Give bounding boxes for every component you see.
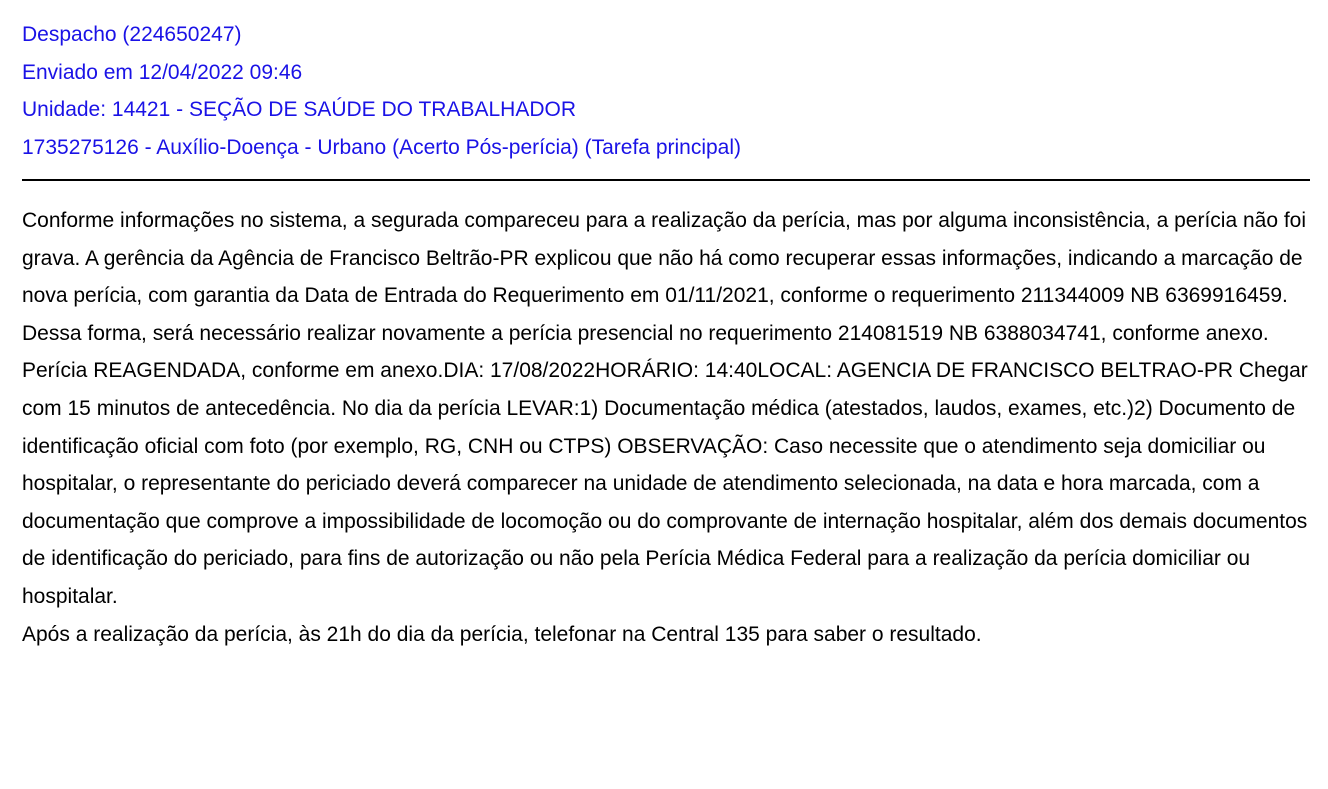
body-paragraph: Perícia REAGENDADA, conforme em anexo.DIA: 17/08/2022HORÁRIO: 14:40LOCAL: AGENCIA DE FRANCISCO BELTRAO-PR Chegar com 15 minutos de antecedência. No dia da perícia LEVAR:1) Documentação médica (atestados, laudos, exames, etc.)2) Documento de identificação oficial com foto (por exemplo, RG, CNH ou CTPS) OBSERVAÇÃO: Caso necessite que o atendimento seja domiciliar ou hospitalar, o representante do periciado deverá comparecer na unidade de atendimento selecionada, na data e hora marcada, com a documentação que comprove a impossibilidade de locomoção ou do comprovante de internação hospitalar, além dos demais documentos de identificação do periciado, para fins de autorização ou não pela Perícia Médica Federal para a realização da perícia domiciliar ou hospitalar. [22, 359, 1308, 608]
header-divider [22, 179, 1310, 181]
document-title: Despacho (224650247) [22, 23, 242, 46]
body-paragraph: Dessa forma, será necessário realizar novamente a perícia presencial no requerimento 214081519 NB 6388034741, conforme anexo. [22, 321, 1269, 345]
body-paragraph: Após a realização da perícia, às 21h do dia da perícia, telefonar na Central 135 para saber o resultado. [22, 622, 982, 646]
document-body [22, 202, 1318, 653]
unit-label: Unidade: 14421 - SEÇÃO DE SAÚDE DO TRABALHADOR [22, 98, 576, 122]
body-paragraph: Conforme informações no sistema, a segurada compareceu para a realização da perícia, mas por alguma inconsistência, a perícia não foi grava. A gerência da Agência de Francisco Beltrão-PR explicou que não há como recuperar essas informações, indicando a marcação de nova perícia, com garantia da Data de Entrada do Requerimento em 01/11/2021, conforme o requerimento 211344009 NB 6369916459. [22, 209, 1307, 308]
sent-date: Enviado em 12/04/2022 09:46 [22, 60, 303, 84]
document-header [22, 16, 1312, 166]
task-label: 1735275126 - Auxílio-Doença - Urbano (Acerto Pós-perícia) (Tarefa principal) [22, 135, 742, 159]
